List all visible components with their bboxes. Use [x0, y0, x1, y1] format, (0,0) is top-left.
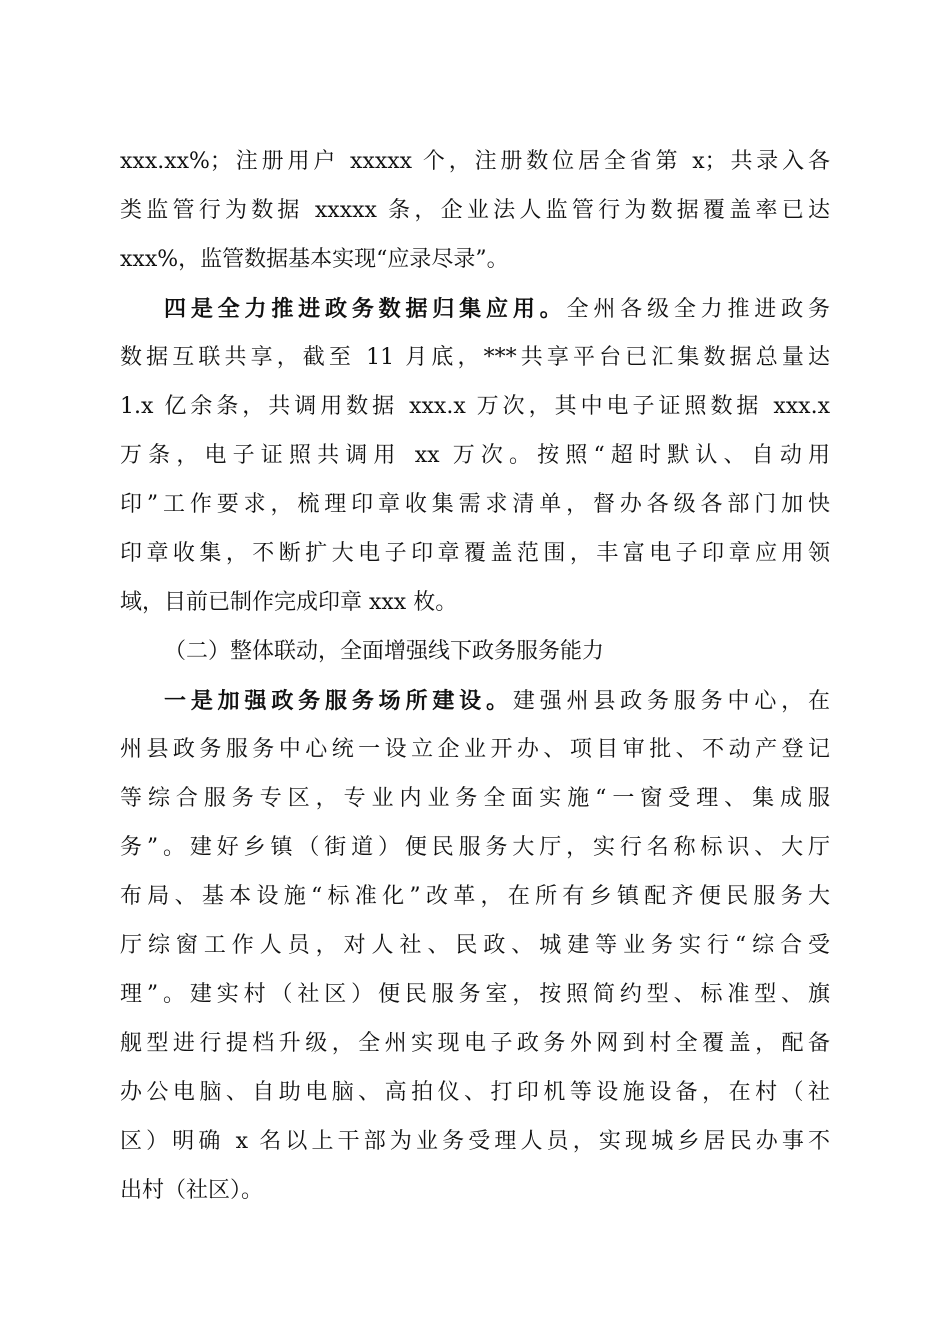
text-line: 办公电脑、自助电脑、高拍仪、打印机等设施设备，在村（社: [120, 1080, 830, 1105]
text-line: 万条，电子证照共调用 xx 万次。按照“超时默认、自动用: [120, 443, 830, 468]
text-line: 舰型进行提档升级，全州实现电子政务外网到村全覆盖，配备: [120, 1031, 830, 1056]
paragraph-four-lead: 四是全力推进政务数据归集应用。: [164, 296, 567, 322]
text-line: 域，目前已制作完成印章 xxx 枚。: [120, 590, 458, 615]
text-line: 类监管行为数据 xxxxx 条，企业法人监管行为数据覆盖率已达: [120, 198, 830, 223]
text-line: 数据互联共享，截至 11 月底，***共享平台已汇集数据总量达: [120, 345, 830, 370]
text-line: 出村（社区）。: [120, 1178, 264, 1203]
paragraph-five-first-line: [164, 681, 830, 721]
text-line: 州县政务服务中心统一设立企业开办、项目审批、不动产登记: [120, 737, 830, 762]
paragraph-five-lead: 一是加强政务服务场所建设。: [164, 688, 513, 714]
text-line: 1.x 亿余条，共调用数据 xxx.x 万次，其中电子证照数据 xxx.x: [120, 394, 830, 419]
text-line: 理”。建实村（社区）便民服务室，按照简约型、标准型、旗: [120, 982, 830, 1007]
text-line: 务”。建好乡镇（街道）便民服务大厅，实行名称标识、大厅: [120, 835, 830, 860]
text-line: 等综合服务专区，专业内业务全面实施“一窗受理、集成服: [120, 786, 830, 811]
paragraph-four-first-line: [164, 289, 830, 329]
text-line: xxx.xx%；注册用户 xxxxx 个，注册数位居全省第 x；共录入各: [120, 149, 830, 174]
paragraph-five-rest: 建强州县政务服务中心，在: [512, 689, 830, 714]
text-line: 印章收集，不断扩大电子印章覆盖范围，丰富电子印章应用领: [120, 541, 830, 566]
text-line: 厅综窗工作人员，对人社、民政、城建等业务实行“综合受: [120, 933, 830, 958]
text-line: 印”工作要求，梳理印章收集需求清单，督办各级各部门加快: [120, 492, 830, 517]
text-line: 布局、基本设施“标准化”改革，在所有乡镇配齐便民服务大: [120, 884, 830, 909]
paragraph-four-rest: 全州各级全力推进政务: [566, 297, 830, 322]
text-line: xxx%，监管数据基本实现“应录尽录”。: [120, 247, 509, 272]
section-heading: （二）整体联动，全面增强线下政务服务能力: [164, 639, 605, 664]
text-line: 区）明确 x 名以上干部为业务受理人员，实现城乡居民办事不: [120, 1129, 830, 1154]
